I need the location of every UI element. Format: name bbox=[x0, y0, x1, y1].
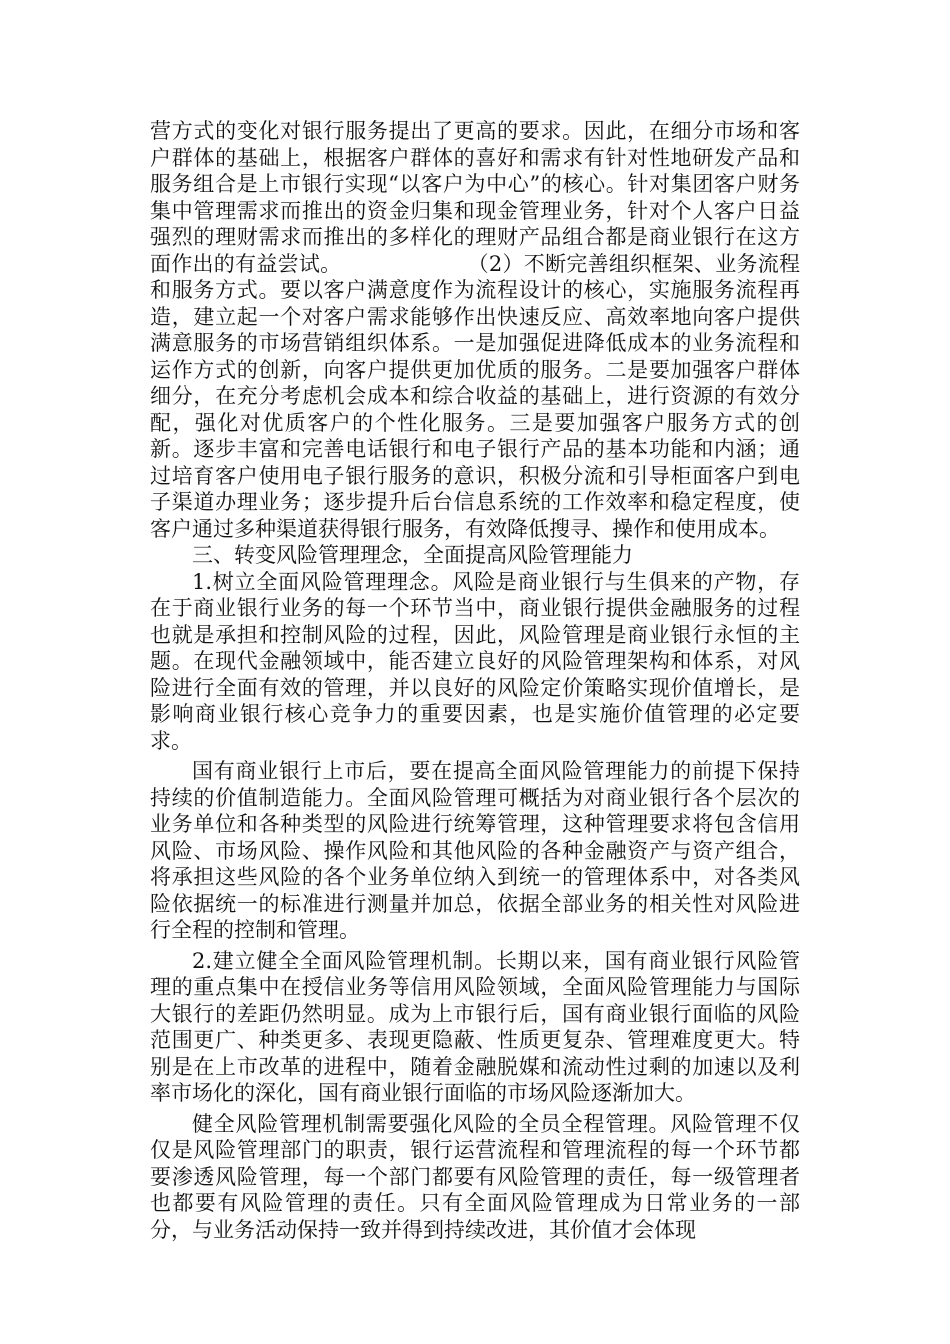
paragraph: 1.树立全面风险管理理念。风险是商业银行与生俱来的产物，存在于商业银行业务的每一个环节当中，商业银行提供金融服务的过程也就是承担和控制风险的过程，因此，风险管理是商业银行永恒的主题。在现代金融领域中，能否建立良好的风险管理架构和体系，对风险进行全面有效的管理，并以良好的风险定价策略实现价值增长，是影响商业银行核心竞争力的重要因素，也是实施价值管理的必定要求。 bbox=[150, 569, 800, 753]
paragraph-continued bbox=[150, 118, 800, 542]
document-page bbox=[150, 118, 800, 1243]
section-heading: 三、转变风险管理理念，全面提高风险管理能力 bbox=[192, 543, 633, 567]
paragraph: 国有商业银行上市后，要在提高全面风险管理能力的前提下保持持续的价值制造能力。全面风险管理可概括为对商业银行各个层次的业务单位和各种类型的风险进行统筹管理，这种管理要求将包含信用风险、市场风险、操作风险和其他风险的各种金融资产与资产组合，将承担这些风险的各个业务单位纳入到统一的管理体系中，对各类风险依据统一的标准进行测量并加总，依据全部业务的相关性对风险进行全程的控制和管理。 bbox=[150, 759, 800, 942]
paragraph-text: （2）不断完善组织框架、业务流程和服务方式。要以客户满意度作为流程设计的核心，实施服务流程再造，建立起一个对客户需求能够作出快速反应、高效率地向客户提供满意服务的市场营销组织体系。一是加强促进降低成本的业务流程和运作方式的创新，向客户提供更加优质的服务。二是要加强客户群体细分，在充分考虑机会成本和综合收益的基础上，进行资源的有效分配，强化对优质客户的个性化服务。三是要加强客户服务方式的创新。逐步丰富和完善电话银行和电子银行产品的基本功能和内涵；通过培育客户使用电子银行服务的意识，积极分流和引导柜面客户到电子渠道办理业务；逐步提升后台信息系统的工作效率和稳定程度，使客户通过多种渠道获得银行服务，有效降低搜寻、操作和使用成本。 bbox=[150, 251, 800, 541]
paragraph: 2.建立健全全面风险管理机制。长期以来，国有商业银行风险管理的重点集中在授信业务等信用风险领域，全面风险管理能力与国际大银行的差距仍然明显。成为上市银行后，国有商业银行面临的风险范围更广、种类更多、表现更隐蔽、性质更复杂、管理难度更大。特别是在上市改革的进程中，随着金融脱媒和流动性过剩的加速以及利率市场化的深化，国有商业银行面临的市场风险逐渐加大。 bbox=[150, 948, 800, 1105]
paragraph-text: 营方式的变化对银行服务提出了更高的要求。因此，在细分市场和客户群体的基础上，根据客户群体的喜好和需求有针对性地研发产品和服务组合是上市银行实现“以客户为中心”的核心。针对集团客户财务集中管理需求而推出的资金归集和现金管理业务，针对个人客户日益强烈的理财需求而推出的多样化的理财产品组合都是商业银行在这方面作出的有益尝试。 bbox=[150, 119, 800, 276]
paragraph: 健全风险管理机制需要强化风险的全员全程管理。风险管理不仅仅是风险管理部门的职责，银行运营流程和管理流程的每一个环节都要渗透风险管理，每一个部门都要有风险管理的责任，每一级管理者也都要有风险管理的责任。只有全面风险管理成为日常业务的一部分，与业务活动保持一致并得到持续改进，其价值才会体现 bbox=[150, 1111, 800, 1242]
